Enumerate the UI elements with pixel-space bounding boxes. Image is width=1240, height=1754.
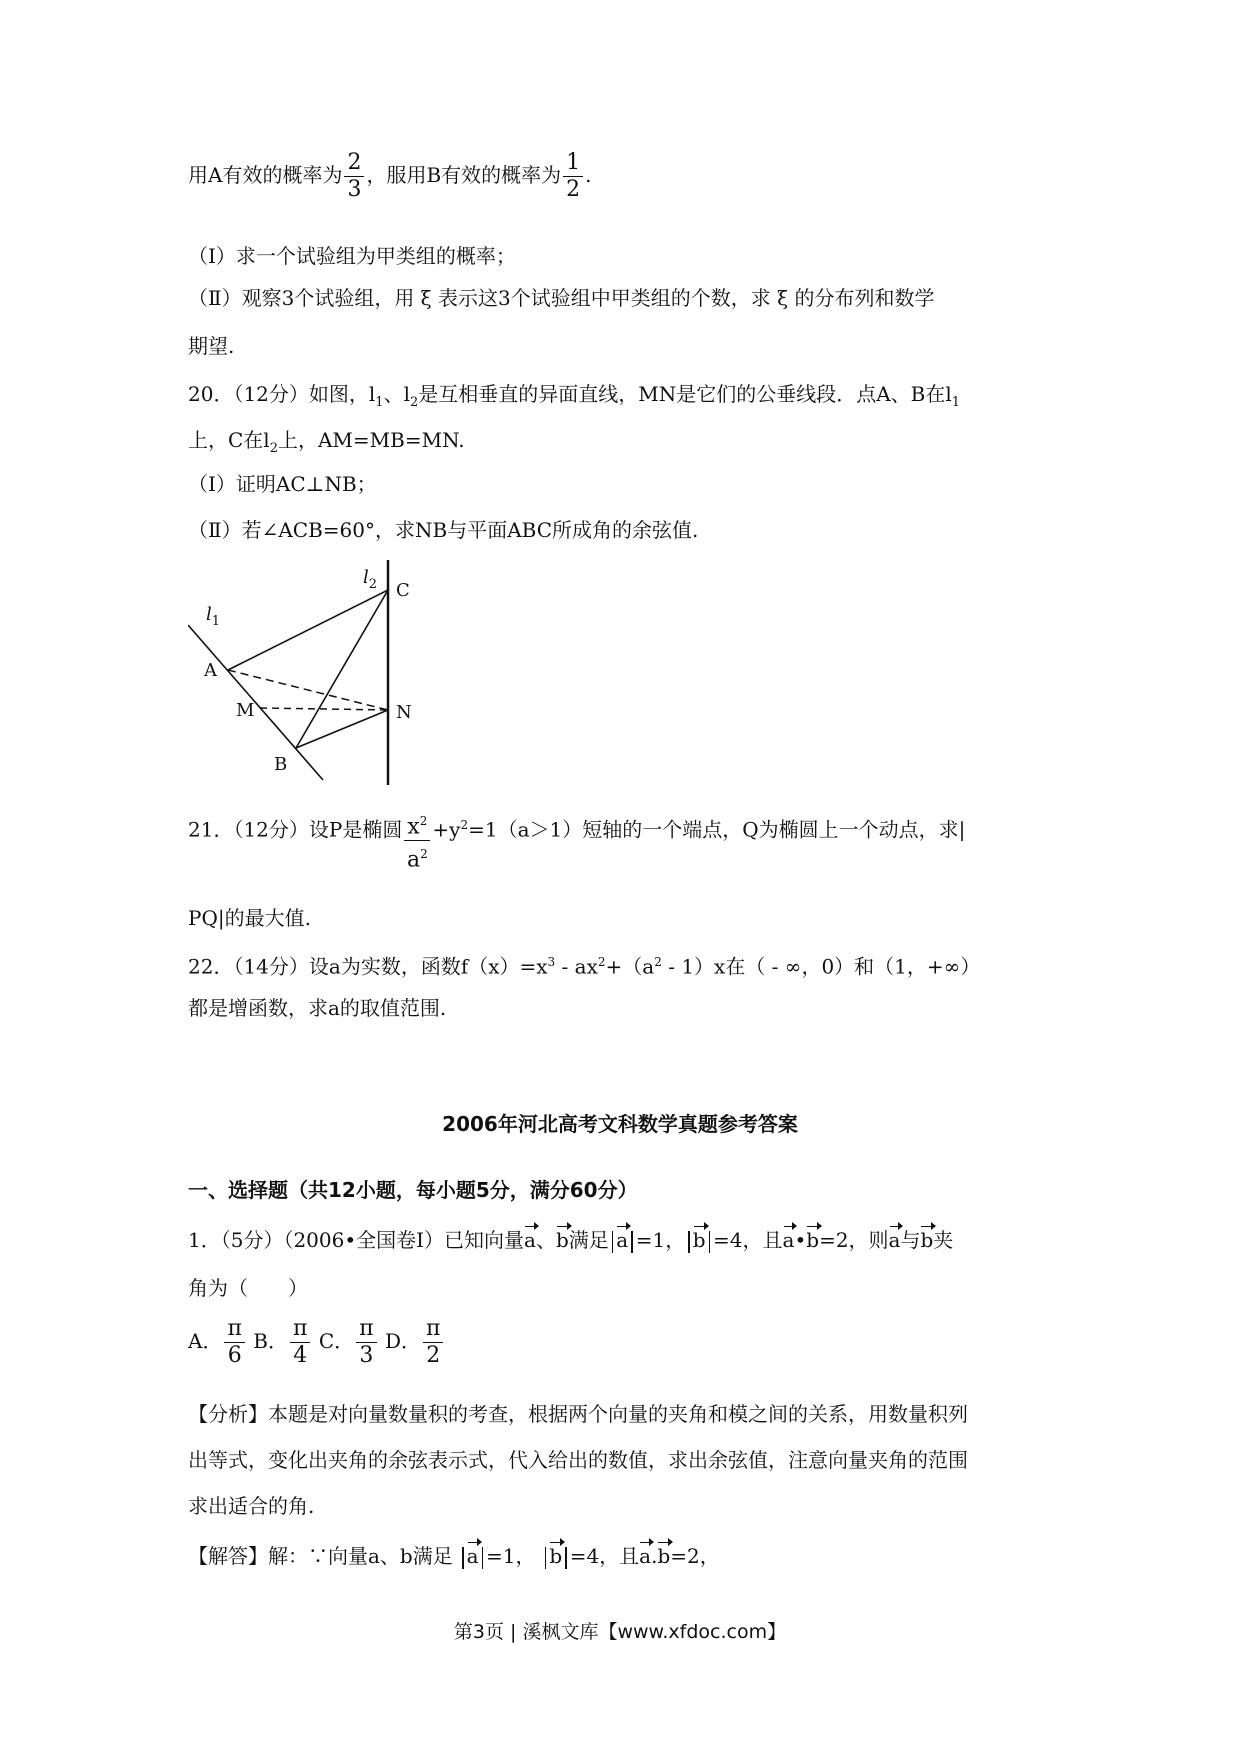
ellipse-fraction [404,808,430,874]
text: =1， [635,1228,686,1252]
text: 22．（14分）设a为实数，函数f（x）=x [188,954,548,979]
solution-line: 【解答】解：∵向量a、b满足 a =1， b =4，且a.b=2， [188,1538,720,1570]
text: 【解答】解：∵向量a、b满足 [188,1544,453,1568]
option-fraction [356,1316,376,1369]
q19-part2-cont: 期望. [188,334,235,358]
q21-line2: PQ|的最大值. [188,906,311,930]
subscript: 1 [375,395,384,410]
vector-b: b [920,1222,933,1250]
q1-line1 [188,1222,953,1254]
abs-bar [709,1231,711,1253]
vector-b: b [556,1222,569,1250]
text: +（a [605,954,655,979]
abs-bar [545,1547,547,1569]
exponent: 2 [597,955,606,969]
denominator: 2 [566,177,581,202]
geometry-figure [188,560,428,790]
text: - 1）x在（ - ∞，0）和（1，+∞） [661,954,981,979]
text: =4，且 [713,1228,783,1252]
label-M: M [236,700,255,721]
text: 是互相垂直的异面直线，MN是它们的公垂线段．点A、B在l [418,382,952,406]
vector-a: a [524,1222,536,1250]
text: - ax [555,954,598,979]
analysis-line3: 求出适合的角. [188,1494,315,1518]
option-fraction [224,1316,244,1369]
denominator: 3 [347,177,362,202]
q19-part1: （Ⅰ）求一个试验组为甲类组的概率； [188,244,516,268]
abs-bar [462,1547,464,1569]
analysis-line1: 【分析】本题是对向量数量积的考查，根据两个向量的夹角和模之间的关系，用数量积列 [188,1402,968,1426]
text: =1， [486,1544,536,1568]
q1-options [188,1316,445,1369]
fraction-one-half [563,150,583,203]
text: 、l [383,382,410,406]
option-c [318,1316,379,1368]
q1-line2: 角为（ ） [188,1276,308,1300]
vector-b: b [549,1538,562,1566]
q20-part2: （Ⅱ）若∠ACB=60°，求NB与平面ABC所成角的余弦值. [188,518,699,542]
text: 上，AM=MB=MN. [277,428,465,452]
denominator: 2 [426,1343,441,1368]
abs-bar [482,1547,484,1569]
text: +y [432,817,461,842]
numerator: 2 [344,150,364,177]
line-l1 [188,625,323,780]
text: ，服用B有效的概率为 [366,163,562,187]
numerator: 1 [563,150,583,177]
text: =1（a＞1）短轴的一个端点，Q为椭圆上一个动点，求| [468,817,966,842]
exponent: 2 [419,814,428,828]
vector-b: b [693,1222,706,1250]
subscript: 1 [951,395,961,410]
numerator: π [290,1316,310,1343]
text: 夹 [933,1228,954,1252]
abs-bar [565,1547,567,1569]
q20-line1 [188,380,960,417]
text: 1．（5分）（2006•全国卷Ⅰ）已知向量 [188,1228,525,1252]
fraction-two-thirds [344,150,364,203]
text: 20．（12分）如图，l [188,382,376,406]
label-l2: $l_2$ [363,567,378,592]
vector-a: a [616,1222,628,1250]
option-label: A． [188,1329,223,1353]
page-footer: 第3页 | 溪枫文库【www.xfdoc.com】 [453,1621,787,1643]
text: 上，C在l [188,428,270,452]
exponent: 3 [547,955,556,969]
segment-MN-dashed [260,708,388,710]
q22-line2: 都是增函数，求a的取值范围. [188,996,447,1020]
option-d [384,1316,446,1368]
q20-line2 [188,426,465,463]
q21-line1 [188,808,965,874]
denominator: 6 [227,1343,242,1368]
denominator [404,841,430,873]
numerator: π [423,1316,443,1343]
label-C: C [396,580,410,601]
exponent: 2 [460,818,469,832]
label-A: A [204,660,217,681]
var-a: a [407,847,421,873]
vector-a: a [467,1538,479,1566]
text: 、 [535,1228,556,1252]
abs-bar [688,1231,690,1253]
abs-bar [631,1231,633,1253]
denominator: 3 [359,1343,374,1368]
label-B: B [274,754,288,775]
label-l1: $l_1$ [206,604,221,629]
option-fraction [290,1316,310,1369]
option-label: D． [384,1329,421,1353]
answer-title: 2006年河北高考文科数学真题参考答案 [442,1112,798,1136]
text: 与 [900,1228,921,1252]
text: 用A有效的概率为 [188,163,343,187]
text: =2， [670,1544,720,1568]
segment-BN [296,710,388,748]
section-heading: 一、选择题（共12小题，每小题5分，满分60分） [188,1178,638,1202]
vector-a: a [639,1538,651,1566]
q20-part1: （Ⅰ）证明AC⊥NB； [188,472,377,496]
numerator: π [224,1316,244,1343]
probability-line [188,150,592,203]
q19-part2: （Ⅱ）观察3个试验组，用 ξ 表示这3个试验组中甲类组的个数，求 ξ 的分布列和数学 [188,286,935,310]
option-fraction [423,1316,443,1369]
denominator: 4 [293,1343,308,1368]
exponent: 2 [654,955,662,969]
numerator: π [356,1316,376,1343]
option-label: B． [253,1329,288,1353]
analysis-line2: 出等式，变化出夹角的余弦表示式，代入给出的数值，求出余弦值，注意向量夹角的范围 [188,1448,968,1472]
var-x: x [407,814,420,840]
vector-b: b [657,1538,670,1566]
subscript: 2 [269,441,278,456]
option-b [253,1316,312,1368]
numerator [404,808,430,841]
vector-b: b [806,1222,819,1250]
subscript: 2 [409,395,419,410]
q22-line1 [188,948,980,981]
exponent: 2 [420,847,428,862]
text: 满足 [568,1228,609,1252]
option-label: C． [318,1329,355,1353]
vector-a: a [889,1222,901,1250]
text: =2，则 [819,1228,889,1252]
text: . [585,163,592,187]
option-a [188,1316,247,1368]
dot-operator: • [794,1228,807,1252]
vector-a: a [783,1222,795,1250]
text: =4，且 [569,1544,640,1568]
text: 21．（12分）设P是椭圆 [188,817,403,842]
abs-bar [612,1231,614,1253]
label-N: N [396,702,412,723]
